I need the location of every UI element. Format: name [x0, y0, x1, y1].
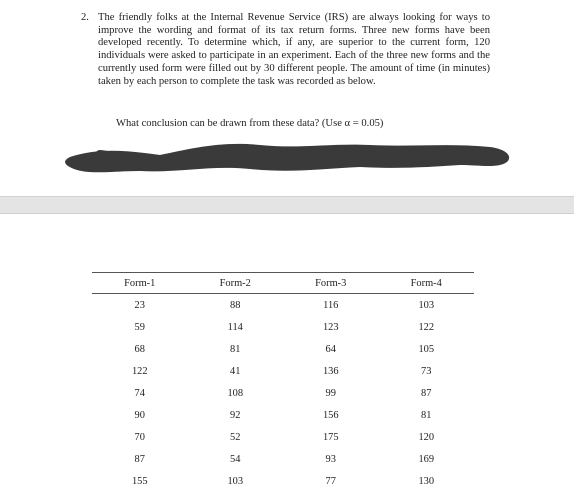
table-row: [92, 360, 474, 382]
table-cell: 70: [134, 432, 145, 444]
column-header: Form-1: [92, 273, 188, 294]
table-cell: 90: [134, 410, 145, 422]
table-cell: 99: [325, 387, 336, 399]
table-row: [92, 471, 474, 493]
table-cell: 120: [418, 432, 435, 444]
table-cell: 23: [134, 299, 145, 311]
table-cell: 114: [227, 321, 243, 333]
data-table: [92, 272, 474, 493]
table-row: [92, 338, 474, 360]
column-header: Form-2: [188, 273, 284, 294]
table-row: [92, 294, 474, 317]
table-cell: 122: [418, 321, 435, 333]
question-text: The friendly folks at the Internal Revenue Service (IRS) are always looking for ways to improve the wording and format of its tax return forms. Three new forms have been developed recently. To determine which, if any, are superior to the current form, 120 individuals were asked to participate in an experiment. Each of the three new forms and the currently used form were filled out by 30 different people. The amount of time (in minutes) taken by each person to complete the task was recorded as below.: [98, 12, 490, 87]
table-cell: 123: [322, 321, 339, 333]
table-cell: 156: [322, 410, 339, 422]
table-cell: 103: [418, 299, 435, 311]
table-cell: 103: [227, 476, 244, 488]
table-cell: 77: [325, 476, 336, 488]
table-cell: 73: [421, 365, 432, 377]
table-row: [92, 382, 474, 404]
table-row: [92, 316, 474, 338]
table-cell: 41: [230, 365, 241, 377]
table-cell: 64: [325, 343, 336, 355]
question-prompt: What conclusion can be drawn from these data? (Use α = 0.05): [116, 118, 384, 129]
question-number: 2.: [81, 12, 89, 23]
table-cell: 130: [418, 476, 435, 488]
table-cell: 93: [325, 454, 336, 466]
table-cell: 59: [134, 321, 145, 333]
table-cell: 74: [134, 387, 145, 399]
redaction-scribble: [60, 135, 520, 185]
table-cell: 105: [418, 343, 435, 355]
table-header-row: [92, 273, 474, 294]
question-page: [0, 0, 574, 196]
table-cell: 116: [323, 299, 339, 311]
column-header: Form-3: [283, 273, 379, 294]
table-cell: 155: [131, 476, 148, 488]
table-cell: 92: [230, 410, 241, 422]
table-cell: 175: [322, 432, 339, 444]
table-cell: 122: [131, 365, 148, 377]
table-cell: 169: [418, 454, 435, 466]
table-cell: 87: [421, 387, 432, 399]
table-row: [92, 404, 474, 426]
table-cell: 81: [230, 343, 241, 355]
table-cell: 88: [230, 299, 241, 311]
column-header: Form-4: [379, 273, 475, 294]
table-cell: 87: [134, 454, 145, 466]
table-cell: 52: [230, 432, 241, 444]
table-cell: 68: [134, 343, 145, 355]
table-row: [92, 449, 474, 471]
question-block: [81, 12, 490, 88]
table-cell: 136: [322, 365, 339, 377]
table-cell: 108: [227, 387, 244, 399]
table-cell: 54: [230, 454, 241, 466]
table-cell: 81: [421, 410, 432, 422]
page-divider: [0, 196, 574, 214]
table-row: [92, 427, 474, 449]
